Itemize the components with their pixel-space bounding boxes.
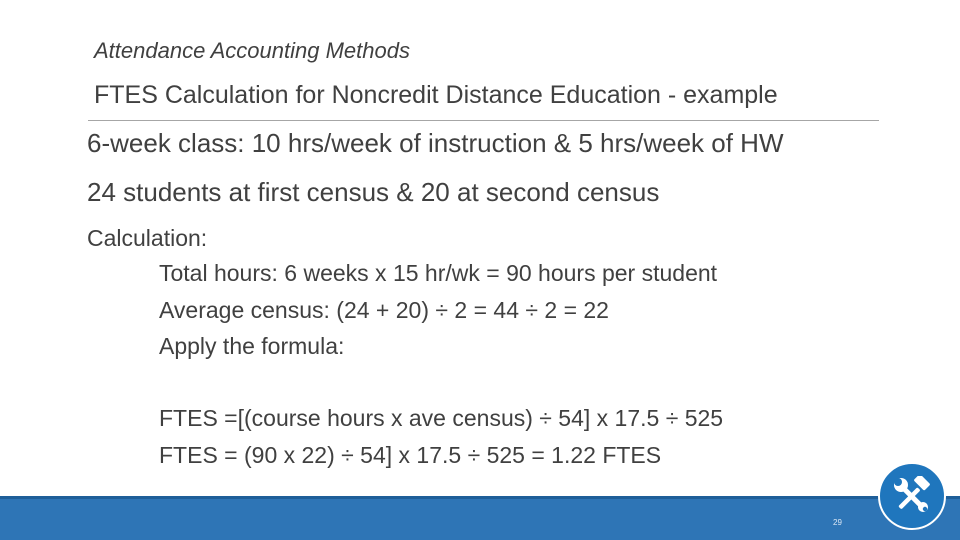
students-description: 24 students at first census & 20 at second census [87, 177, 660, 207]
apply-formula-line: Apply the formula: [159, 333, 345, 359]
tools-icon [892, 476, 932, 516]
calculation-label: Calculation: [87, 225, 208, 251]
total-hours-line: Total hours: 6 weeks x 15 hr/wk = 90 hours per student [159, 260, 718, 286]
formula-line: FTES =[(course hours x ave census) ÷ 54] x 17.5 ÷ 525 [159, 405, 724, 431]
footer-accent [0, 496, 960, 499]
page-number: 29 [833, 518, 842, 527]
result-line: FTES = (90 x 22) ÷ 54] x 17.5 ÷ 525 = 1.22 FTES [159, 442, 662, 468]
class-description: 6-week class: 10 hrs/week of instruction & 5 hrs/week of HW [87, 128, 784, 158]
average-census-line: Average census: (24 + 20) ÷ 2 = 44 ÷ 2 = 22 [159, 297, 609, 323]
section-title: Attendance Accounting Methods [94, 38, 410, 63]
tools-badge [878, 462, 946, 530]
title-divider [88, 120, 879, 121]
footer-bar [0, 498, 960, 540]
slide-title: FTES Calculation for Noncredit Distance Education - example [94, 81, 778, 109]
